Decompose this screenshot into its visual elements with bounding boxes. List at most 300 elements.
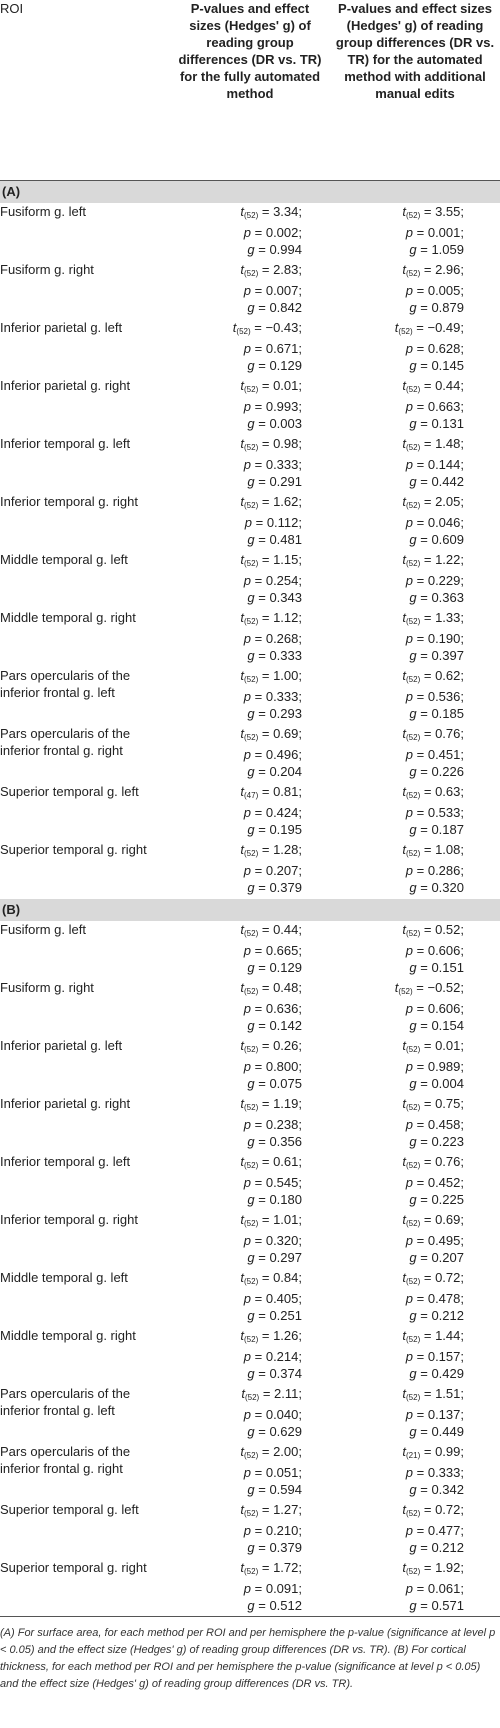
t-value: $t_{(52)} = 2.11$;: [241, 1385, 302, 1402]
table-row: [0, 493, 500, 551]
t-stat: = 1.15;: [261, 551, 302, 567]
t-value: $t_{(52)} = 1.12$;: [240, 609, 302, 626]
p-value: p = 0.628;: [405, 340, 464, 356]
p-value: p = 0.451;: [405, 746, 464, 762]
p-value: p = 0.214;: [243, 1348, 302, 1364]
t-value: $t_{(47)} = 0.81$;: [240, 783, 302, 800]
roi-name: Fusiform g. left: [0, 203, 86, 219]
g-stat: = 0.363: [420, 589, 464, 605]
g-value: g = 0.379: [247, 879, 302, 895]
g-value: g = 0.994: [247, 241, 302, 257]
p-stat: = 0.606;: [416, 942, 464, 958]
degrees-of-freedom: (52): [244, 986, 259, 996]
degrees-of-freedom: (52): [398, 326, 413, 336]
p-value: p = 0.190;: [405, 630, 464, 646]
g-value: g = 0.003: [247, 415, 302, 431]
t-value: $t_{(52)} = 0.84$;: [240, 1269, 302, 1286]
stat-manual-edits: [330, 979, 500, 1037]
g-value: g = 0.154: [409, 1017, 464, 1033]
table-row: [0, 319, 500, 377]
g-value: g = 0.251: [247, 1307, 302, 1323]
table-row: [0, 667, 500, 725]
p-value: p = 0.452;: [405, 1174, 464, 1190]
p-stat: = 0.496;: [254, 746, 302, 762]
p-stat: = 0.137;: [416, 1406, 464, 1422]
g-value: g = 0.571: [409, 1597, 464, 1613]
t-stat: = 0.76;: [423, 725, 464, 741]
p-value: p = 0.636;: [243, 1000, 302, 1016]
p-value: p = 0.229;: [405, 572, 464, 588]
g-value: g = 0.293: [247, 705, 302, 721]
t-stat: = 1.26;: [261, 1327, 302, 1343]
degrees-of-freedom: (52): [406, 674, 421, 684]
t-value: $t_{(52)} = 1.51$;: [402, 1385, 464, 1402]
p-value: p = 0.671;: [243, 340, 302, 356]
p-value: p = 0.606;: [405, 1000, 464, 1016]
g-value: g = 0.397: [409, 647, 464, 663]
g-value: g = 0.594: [247, 1481, 302, 1497]
t-stat: = 0.48;: [261, 979, 302, 995]
t-stat: = 0.75;: [423, 1095, 464, 1111]
t-value: $t_{(52)} = 0.48$;: [240, 979, 302, 996]
p-value: p = 0.458;: [405, 1116, 464, 1132]
stat-fully-automated: [170, 1385, 330, 1443]
t-stat: = 0.84;: [261, 1269, 302, 1285]
stat-manual-edits: [330, 1327, 500, 1385]
p-stat: = 0.536;: [416, 688, 464, 704]
g-value: g = 0.442: [409, 473, 464, 489]
degrees-of-freedom: (47): [244, 790, 259, 800]
t-stat: = 0.72;: [423, 1269, 464, 1285]
degrees-of-freedom: (52): [244, 210, 259, 220]
table-row: [0, 261, 500, 319]
g-stat: = 0.212: [420, 1307, 464, 1323]
stat-manual-edits: [330, 1443, 500, 1501]
t-stat: = 0.98;: [261, 435, 302, 451]
p-stat: = 0.040;: [254, 1406, 302, 1422]
p-stat: = 0.002;: [254, 224, 302, 240]
degrees-of-freedom: (52): [244, 616, 259, 626]
roi-name: Inferior temporal g. left: [0, 435, 131, 451]
g-value: g = 0.342: [409, 1481, 464, 1497]
t-stat: = 1.62;: [261, 493, 302, 509]
g-value: g = 0.374: [247, 1365, 302, 1381]
g-stat: = 0.226: [420, 763, 464, 779]
g-stat: = 1.059: [420, 241, 464, 257]
t-stat: = 0.52;: [423, 921, 464, 937]
t-stat: = 2.83;: [261, 261, 302, 277]
stat-manual-edits: [330, 841, 500, 899]
roi-name: Inferior temporal g. left: [0, 1153, 131, 1169]
p-value: p = 0.112;: [244, 514, 302, 530]
g-value: g = 0.842: [247, 299, 302, 315]
p-stat: = 0.254;: [254, 572, 302, 588]
stat-manual-edits: [330, 435, 500, 493]
t-stat: = 2.96;: [423, 261, 464, 277]
t-value: $t_{(52)} = 0.62$;: [402, 667, 464, 684]
degrees-of-freedom: (52): [244, 500, 259, 510]
degrees-of-freedom: (52): [244, 1508, 259, 1518]
stat-manual-edits: [330, 377, 500, 435]
p-value: p = 0.989;: [405, 1058, 464, 1074]
p-value: p = 0.007;: [243, 282, 302, 298]
t-value: $t_{(52)} = 0.26$;: [240, 1037, 302, 1054]
t-value: $t_{(52)} = 0.61$;: [240, 1153, 302, 1170]
p-stat: = 0.606;: [416, 1000, 464, 1016]
t-stat: = 1.48;: [423, 435, 464, 451]
degrees-of-freedom: (52): [406, 1334, 421, 1344]
degrees-of-freedom: (52): [244, 732, 259, 742]
p-stat: = 0.190;: [416, 630, 464, 646]
g-stat: = 0.994: [258, 241, 302, 257]
t-stat: = 0.62;: [423, 667, 464, 683]
t-stat: = 0.69;: [423, 1211, 464, 1227]
degrees-of-freedom: (52): [406, 790, 421, 800]
g-value: g = 0.195: [247, 821, 302, 837]
g-stat: = 0.842: [258, 299, 302, 315]
header-fully-automated: P-values and effect sizes (Hedges' g) of reading group differences (DR vs. TR) for the fully automated method: [170, 0, 330, 180]
table-row: [0, 1501, 500, 1559]
g-stat: = 0.449: [420, 1423, 464, 1439]
t-stat: = 1.92;: [423, 1559, 464, 1575]
p-value: p = 0.545;: [243, 1174, 302, 1190]
section-label: (B): [0, 899, 500, 921]
p-value: p = 0.320;: [243, 1232, 302, 1248]
degrees-of-freedom: (52): [244, 1044, 259, 1054]
t-value: $t_{(52)} = 3.34$;: [240, 203, 302, 220]
t-value: $t_{(52)} = 1.19$;: [240, 1095, 302, 1112]
g-stat: = 0.129: [258, 959, 302, 975]
t-stat: = −0.43;: [254, 319, 302, 335]
g-value: g = 0.379: [247, 1539, 302, 1555]
t-value: $t_{(52)} = -0.43$;: [232, 319, 302, 336]
stat-fully-automated: [170, 261, 330, 319]
g-value: g = 0.629: [247, 1423, 302, 1439]
g-value: g = 0.142: [247, 1017, 302, 1033]
stat-fully-automated: [170, 667, 330, 725]
g-stat: = 0.131: [420, 415, 464, 431]
g-stat: = 0.180: [258, 1191, 302, 1207]
g-value: g = 0.185: [409, 705, 464, 721]
stat-manual-edits: [330, 609, 500, 667]
table-row: [0, 377, 500, 435]
degrees-of-freedom: (52): [406, 210, 421, 220]
p-stat: = 0.112;: [255, 514, 302, 530]
table-row: [0, 551, 500, 609]
stat-manual-edits: [330, 203, 500, 261]
roi-name: Middle temporal g. left: [0, 551, 128, 567]
p-stat: = 0.424;: [254, 804, 302, 820]
g-value: g = 0.212: [409, 1539, 464, 1555]
t-stat: = 1.01;: [261, 1211, 302, 1227]
p-value: p = 0.333;: [243, 456, 302, 472]
p-value: p = 0.606;: [405, 942, 464, 958]
t-stat: = 1.33;: [423, 609, 464, 625]
p-stat: = 0.478;: [416, 1290, 464, 1306]
roi-name: Middle temporal g. right: [0, 1327, 136, 1343]
p-stat: = 0.157;: [416, 1348, 464, 1364]
p-value: p = 0.477;: [405, 1522, 464, 1538]
t-stat: = 1.44;: [423, 1327, 464, 1343]
t-value: $t_{(52)} = 1.27$;: [240, 1501, 302, 1518]
p-stat: = 0.005;: [416, 282, 464, 298]
degrees-of-freedom: (52): [244, 268, 259, 278]
t-stat: = 0.44;: [261, 921, 302, 937]
t-value: $t_{(52)} = -0.52$;: [394, 979, 464, 996]
roi-name: Inferior temporal g. right: [0, 493, 139, 509]
p-value: p = 0.478;: [405, 1290, 464, 1306]
stat-manual-edits: [330, 1153, 500, 1211]
degrees-of-freedom: (52): [406, 1218, 421, 1228]
degrees-of-freedom: (52): [244, 442, 259, 452]
degrees-of-freedom: (52): [244, 1450, 259, 1460]
stat-fully-automated: [170, 609, 330, 667]
table-row: [0, 1269, 500, 1327]
g-stat: = 0.142: [258, 1017, 302, 1033]
t-value: $t_{(52)} = 3.55$;: [402, 203, 464, 220]
p-value: p = 0.002;: [243, 224, 302, 240]
table-row: [0, 1385, 500, 1443]
section-row: [0, 180, 500, 203]
g-stat: = 0.379: [258, 1539, 302, 1555]
degrees-of-freedom: (52): [406, 616, 421, 626]
table-row: [0, 1153, 500, 1211]
table-row: [0, 979, 500, 1037]
p-stat: = 0.046;: [416, 514, 464, 530]
t-value: $t_{(52)} = 2.96$;: [402, 261, 464, 278]
g-value: g = 0.129: [247, 357, 302, 373]
g-stat: = 0.429: [420, 1365, 464, 1381]
g-value: g = 0.333: [247, 647, 302, 663]
table-header: [0, 0, 500, 180]
g-value: g = 0.129: [247, 959, 302, 975]
t-stat: = −0.52;: [416, 979, 464, 995]
p-stat: = 0.001;: [416, 224, 464, 240]
g-stat: = 0.185: [420, 705, 464, 721]
g-value: g = 1.059: [409, 241, 464, 257]
g-stat: = 0.154: [420, 1017, 464, 1033]
g-stat: = 0.879: [420, 299, 464, 315]
p-value: p = 0.536;: [405, 688, 464, 704]
table-row: [0, 203, 500, 261]
p-value: p = 0.157;: [405, 1348, 464, 1364]
stat-fully-automated: [170, 921, 330, 979]
p-stat: = 0.628;: [416, 340, 464, 356]
degrees-of-freedom: (52): [406, 268, 421, 278]
t-stat: = 1.08;: [423, 841, 464, 857]
t-stat: = 1.22;: [423, 551, 464, 567]
p-stat: = 0.671;: [254, 340, 302, 356]
g-stat: = 0.225: [420, 1191, 464, 1207]
g-stat: = 0.187: [420, 821, 464, 837]
table-footnote: (A) For surface area, for each method per ROI and per hemisphere the p-value (significance at level p < 0.05) and the effect size (Hedges' g) of reading group differences (DR vs. TR). (B) For cortical thickness, for each method per ROI and per hemisphere the p-value (significance at level p < 0.05) and the effect size (Hedges' g) of reading group differences (DR vs. TR).: [0, 1627, 496, 1690]
g-stat: = 0.297: [258, 1249, 302, 1265]
t-value: $t_{(52)} = 2.05$;: [402, 493, 464, 510]
t-stat: = 0.76;: [423, 1153, 464, 1169]
g-stat: = 0.204: [258, 763, 302, 779]
p-value: p = 0.001;: [405, 224, 464, 240]
p-stat: = 0.533;: [416, 804, 464, 820]
p-stat: = 0.993;: [254, 398, 302, 414]
g-value: g = 0.151: [409, 959, 464, 975]
p-stat: = 0.495;: [416, 1232, 464, 1248]
p-value: p = 0.046;: [405, 514, 464, 530]
table-row: [0, 1559, 500, 1617]
t-value: $t_{(52)} = 1.01$;: [240, 1211, 302, 1228]
g-value: g = 0.609: [409, 531, 464, 547]
g-value: g = 0.481: [247, 531, 302, 547]
roi-name: Pars opercularis of the inferior frontal g. right: [0, 1443, 131, 1476]
roi-name: Superior temporal g. left: [0, 783, 139, 799]
g-stat: = 0.151: [420, 959, 464, 975]
stat-manual-edits: [330, 667, 500, 725]
roi-name: Pars opercularis of the inferior frontal g. left: [0, 1385, 131, 1418]
stat-manual-edits: [330, 319, 500, 377]
g-value: g = 0.187: [409, 821, 464, 837]
roi-name: Fusiform g. right: [0, 979, 94, 995]
degrees-of-freedom: (52): [244, 1102, 259, 1112]
p-stat: = 0.663;: [416, 398, 464, 414]
g-stat: = 0.223: [420, 1133, 464, 1149]
stat-manual-edits: [330, 1037, 500, 1095]
p-stat: = 0.286;: [416, 862, 464, 878]
t-stat: = 1.72;: [261, 1559, 302, 1575]
table-row: [0, 921, 500, 979]
stat-fully-automated: [170, 1269, 330, 1327]
degrees-of-freedom: (52): [244, 1218, 259, 1228]
degrees-of-freedom: (52): [236, 326, 251, 336]
p-stat: = 0.800;: [254, 1058, 302, 1074]
stat-fully-automated: [170, 1095, 330, 1153]
stat-manual-edits: [330, 493, 500, 551]
header-manual-edits: P-values and effect sizes (Hedges' g) of reading group differences (DR vs. TR) for the automated method with additional manual edits: [330, 0, 500, 180]
t-stat: = 2.05;: [423, 493, 464, 509]
t-stat: = 0.69;: [261, 725, 302, 741]
stat-manual-edits: [330, 1559, 500, 1617]
stat-manual-edits: [330, 921, 500, 979]
p-value: p = 0.144;: [405, 456, 464, 472]
degrees-of-freedom: (52): [244, 674, 259, 684]
p-value: p = 0.533;: [405, 804, 464, 820]
p-stat: = 0.452;: [416, 1174, 464, 1190]
t-stat: = 0.01;: [423, 1037, 464, 1053]
t-value: $t_{(52)} = 0.76$;: [402, 725, 464, 742]
table-row: [0, 1095, 500, 1153]
t-stat: = 0.63;: [423, 783, 464, 799]
g-value: g = 0.429: [409, 1365, 464, 1381]
degrees-of-freedom: (52): [406, 928, 421, 938]
p-stat: = 0.061;: [416, 1580, 464, 1596]
degrees-of-freedom: (52): [406, 442, 421, 452]
p-stat: = 0.210;: [254, 1522, 302, 1538]
t-value: $t_{(52)} = 2.83$;: [240, 261, 302, 278]
t-value: $t_{(52)} = 0.01$;: [402, 1037, 464, 1054]
degrees-of-freedom: (52): [406, 558, 421, 568]
t-value: $t_{(52)} = 0.69$;: [240, 725, 302, 742]
roi-name: Inferior parietal g. right: [0, 1095, 131, 1111]
stat-fully-automated: [170, 1153, 330, 1211]
g-stat: = 0.291: [258, 473, 302, 489]
t-value: $t_{(52)} = 1.08$;: [402, 841, 464, 858]
g-value: g = 0.204: [247, 763, 302, 779]
t-value: $t_{(52)} = 0.01$;: [240, 377, 302, 394]
stat-fully-automated: [170, 551, 330, 609]
t-value: $t_{(52)} = 0.63$;: [402, 783, 464, 800]
g-stat: = 0.212: [420, 1539, 464, 1555]
t-value: $t_{(52)} = 0.75$;: [402, 1095, 464, 1112]
g-value: g = 0.212: [409, 1307, 464, 1323]
degrees-of-freedom: (52): [398, 986, 413, 996]
t-value: $t_{(52)} = 1.15$;: [240, 551, 302, 568]
stat-fully-automated: [170, 377, 330, 435]
p-stat: = 0.091;: [254, 1580, 302, 1596]
table-row: [0, 1327, 500, 1385]
t-stat: = 1.27;: [261, 1501, 302, 1517]
stat-fully-automated: [170, 1559, 330, 1617]
g-value: g = 0.291: [247, 473, 302, 489]
t-stat: = −0.49;: [416, 319, 464, 335]
p-stat: = 0.238;: [254, 1116, 302, 1132]
degrees-of-freedom: (52): [406, 1566, 421, 1576]
g-value: g = 0.004: [409, 1075, 464, 1091]
g-stat: = 0.003: [258, 415, 302, 431]
g-stat: = 0.195: [258, 821, 302, 837]
p-value: p = 0.495;: [405, 1232, 464, 1248]
p-stat: = 0.229;: [416, 572, 464, 588]
g-value: g = 0.297: [247, 1249, 302, 1265]
g-value: g = 0.180: [247, 1191, 302, 1207]
p-stat: = 0.545;: [254, 1174, 302, 1190]
t-stat: = 0.26;: [261, 1037, 302, 1053]
degrees-of-freedom: (52): [406, 732, 421, 742]
p-stat: = 0.451;: [416, 746, 464, 762]
t-stat: = 3.34;: [261, 203, 302, 219]
roi-name: Inferior temporal g. right: [0, 1211, 139, 1227]
degrees-of-freedom: (52): [244, 558, 259, 568]
g-value: g = 0.145: [409, 357, 464, 373]
stat-fully-automated: [170, 1443, 330, 1501]
t-value: $t_{(52)} = 1.44$;: [402, 1327, 464, 1344]
t-value: $t_{(52)} = 1.33$;: [402, 609, 464, 626]
table-row: [0, 609, 500, 667]
g-stat: = 0.512: [258, 1597, 302, 1613]
p-stat: = 0.333;: [254, 456, 302, 472]
p-value: p = 0.286;: [405, 862, 464, 878]
p-stat: = 0.320;: [254, 1232, 302, 1248]
roi-name: Fusiform g. left: [0, 921, 86, 937]
t-value: $t_{(52)} = 1.48$;: [402, 435, 464, 452]
stat-manual-edits: [330, 1095, 500, 1153]
t-value: $t_{(52)} = 0.44$;: [240, 921, 302, 938]
t-value: $t_{(52)} = 1.62$;: [240, 493, 302, 510]
degrees-of-freedom: (52): [406, 1044, 421, 1054]
table-row: [0, 841, 500, 899]
g-stat: = 0.207: [420, 1249, 464, 1265]
p-stat: = 0.333;: [416, 1464, 464, 1480]
degrees-of-freedom: (52): [244, 384, 259, 394]
t-stat: = 1.12;: [261, 609, 302, 625]
degrees-of-freedom: (52): [244, 928, 259, 938]
stat-manual-edits: [330, 1385, 500, 1443]
g-stat: = 0.342: [420, 1481, 464, 1497]
stat-manual-edits: [330, 725, 500, 783]
t-value: $t_{(52)} = 0.52$;: [402, 921, 464, 938]
stat-fully-automated: [170, 1211, 330, 1269]
degrees-of-freedom: (52): [244, 1276, 259, 1286]
stat-manual-edits: [330, 551, 500, 609]
g-stat: = 0.629: [258, 1423, 302, 1439]
degrees-of-freedom: (52): [406, 848, 421, 858]
